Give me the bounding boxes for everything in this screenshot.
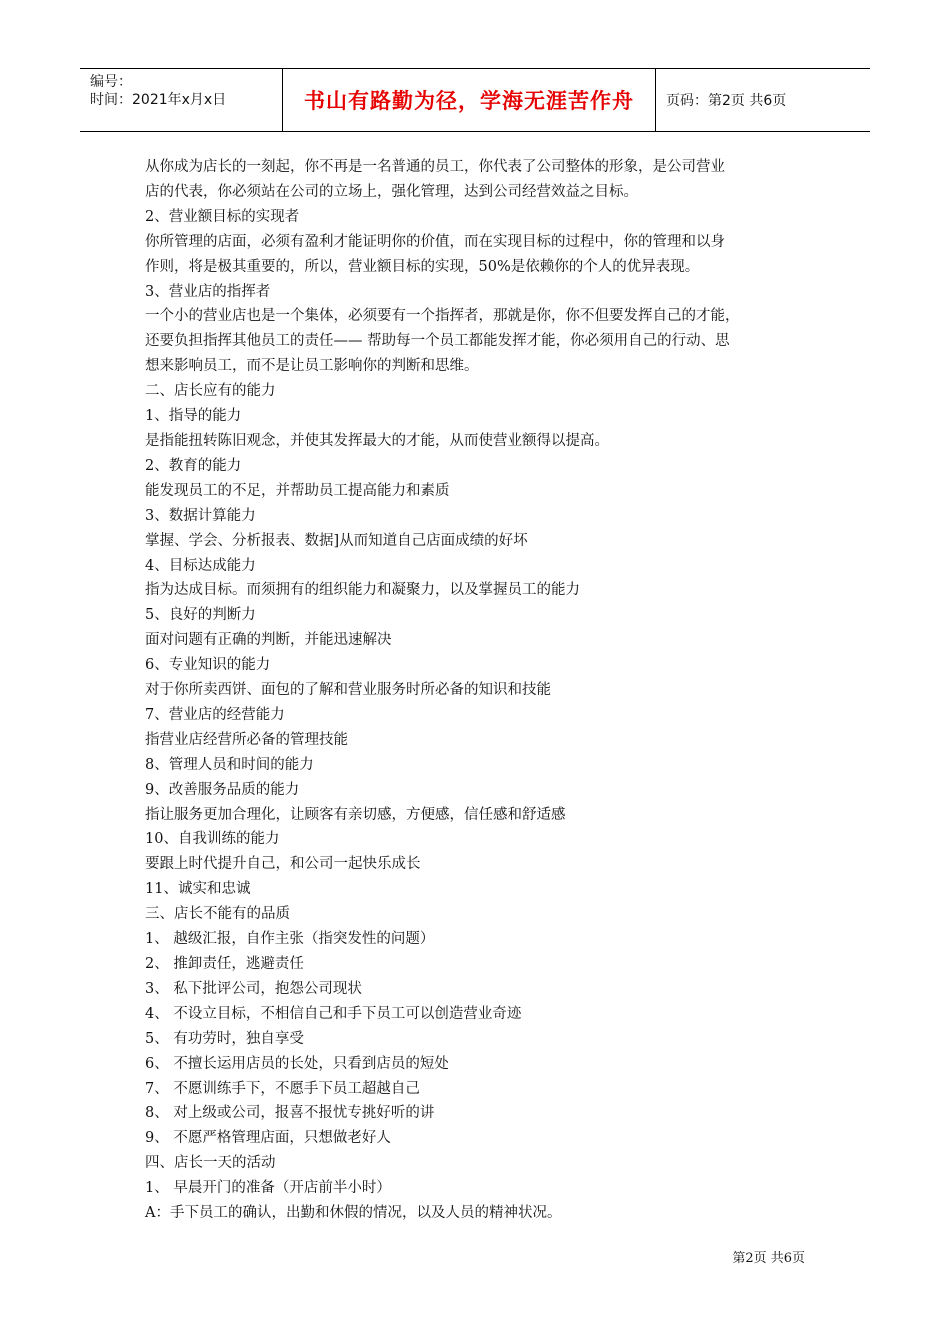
body-line: 要跟上时代提升自己，和公司一起快乐成长 <box>145 856 421 873</box>
body-line: 面对问题有正确的判断，并能迅速解决 <box>145 632 392 649</box>
body-line: 8、 对上级或公司，报喜不报忧专挑好听的讲 <box>145 1105 435 1122</box>
body-line: 1、 早晨开门的准备（开店前半小时） <box>145 1180 391 1197</box>
page-footer: 第2页 共6页 <box>732 1251 805 1266</box>
body-line: 对于你所卖西饼、面包的了解和营业服务时所必备的知识和技能 <box>145 682 551 699</box>
body-line: 店的代表，你必须站在公司的立场上，强化管理，达到公司经营效益之目标。 <box>145 183 638 200</box>
body-line: 掌握、学会、分析报表、数据]从而知道自己店面成绩的好坏 <box>145 532 528 549</box>
header-page-cell <box>656 69 870 131</box>
header-motto: 书山有路勤为径，学海无涯苦作舟 <box>304 89 634 113</box>
document-date-label: 时间：2021年x月x日 <box>90 92 227 108</box>
body-line: 1、指导的能力 <box>145 408 242 425</box>
body-line: 想来影响员工，而不是让员工影响你的判断和思维。 <box>145 358 479 375</box>
page-header <box>80 68 870 132</box>
body-line: 4、目标达成能力 <box>145 557 256 574</box>
body-line: 9、 不愿严格管理店面，只想做老好人 <box>145 1130 391 1147</box>
body-line: 2、营业额目标的实现者 <box>145 208 300 225</box>
body-line: 二、店长应有的能力 <box>145 383 276 400</box>
body-line: 8、管理人员和时间的能力 <box>145 756 314 773</box>
body-line: 9、改善服务品质的能力 <box>145 781 300 798</box>
body-line: 6、专业知识的能力 <box>145 657 271 674</box>
body-line: 2、 推卸责任，逃避责任 <box>145 956 304 972</box>
body-line: 7、 不愿训练手下，不愿手下员工超越自己 <box>145 1080 420 1097</box>
document-number-label: 编号： <box>90 74 132 90</box>
body-line: 指让服务更加合理化，让顾客有亲切感，方便感，信任感和舒适感 <box>145 806 566 823</box>
body-line: 1、 越级汇报，自作主张（指突发性的问题） <box>145 931 435 948</box>
header-page-number: 页码：第2页 共6页 <box>666 93 787 109</box>
body-line: 3、 私下批评公司，抱怨公司现状 <box>145 980 362 997</box>
body-line: 3、营业店的指挥者 <box>145 283 271 300</box>
body-line: 指营业店经营所必备的管理技能 <box>145 731 348 748</box>
body-line: 作则，将是极其重要的，所以，营业额目标的实现，50%是依赖你的个人的优异表现。 <box>145 258 700 275</box>
body-line: 能发现员工的不足，并帮助员工提高能力和素质 <box>145 482 450 499</box>
body-line: 四、店长一天的活动 <box>145 1155 276 1172</box>
body-line: 三、店长不能有的品质 <box>145 906 290 923</box>
body-line: 4、 不设立目标，不相信自己和手下员工可以创造营业奇迹 <box>145 1005 522 1022</box>
body-line: 指为达成目标。而须拥有的组织能力和凝聚力，以及掌握员工的能力 <box>145 582 580 599</box>
body-line: 还要负担指挥其他员工的责任—— 帮助每一个员工都能发挥才能，你必须用自己的行动、思 <box>145 333 730 350</box>
body-line: 7、营业店的经营能力 <box>145 706 285 723</box>
body-line: 5、 有功劳时，独自享受 <box>145 1030 304 1047</box>
body-line: 5、良好的判断力 <box>145 607 256 624</box>
body-line: 一个小的营业店也是一个集体，必须要有一个指挥者，那就是你，你不但要发挥自己的才能， <box>145 308 740 325</box>
body-line: 从你成为店长的一刻起，你不再是一名普通的员工，你代表了公司整体的形象，是公司营业 <box>145 159 725 175</box>
body-line: 10、自我训练的能力 <box>145 831 280 848</box>
header-meta <box>80 69 282 131</box>
body-line: 11、诚实和忠诚 <box>145 881 251 898</box>
body-line: 6、 不擅长运用店员的长处，只看到店员的短处 <box>145 1055 449 1072</box>
body-line: 2、教育的能力 <box>145 457 242 474</box>
body-line: 3、数据计算能力 <box>145 507 256 524</box>
header-motto-cell <box>282 69 656 131</box>
document-body <box>145 155 815 1226</box>
body-line: 你所管理的店面，必须有盈利才能证明你的价值，而在实现目标的过程中，你的管理和以身 <box>145 233 725 250</box>
body-line: 是指能扭转陈旧观念，并使其发挥最大的才能，从而使营业额得以提高。 <box>145 432 609 449</box>
body-line: A：手下员工的确认，出勤和休假的情况，以及人员的精神状况。 <box>145 1205 562 1222</box>
